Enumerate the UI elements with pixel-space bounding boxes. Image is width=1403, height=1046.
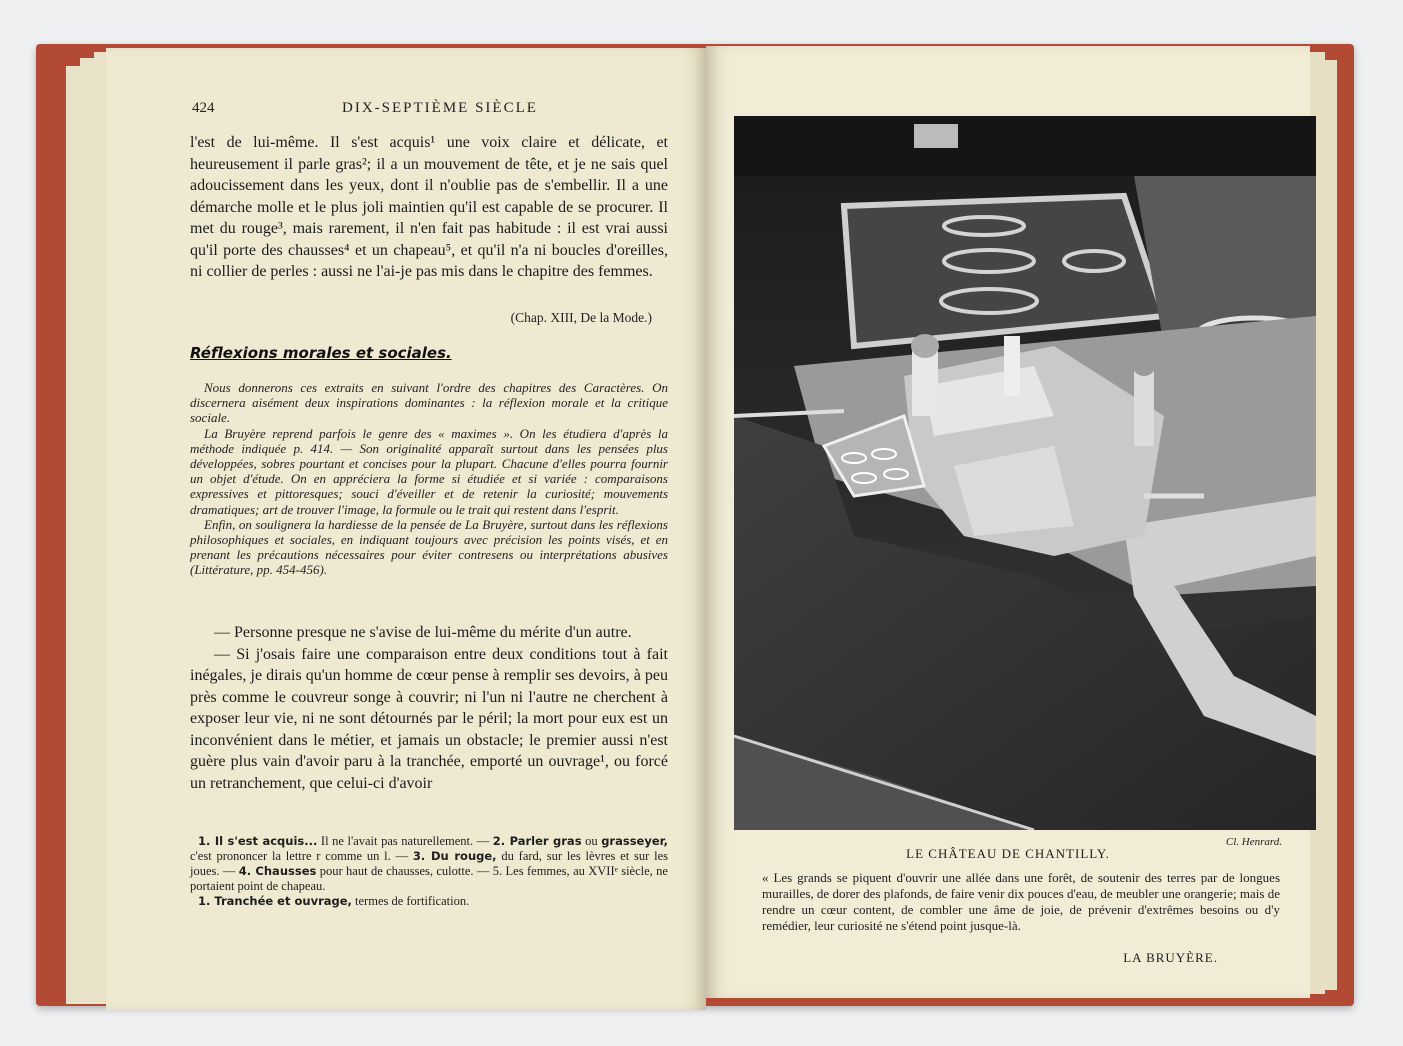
opening-text: l'est de lui-même. Il s'est acquis¹ une voix claire et délicate, et heureusement il parle gras²; il a un mouvement de tête, et je ne sais quel adoucissement dans les yeux, dont il n'oublie pas de s'embellir. Il a une démarche molle et le plus joli maintien qu'il est capable de se procurer. Il met du rouge³, mais rarement, il n'en fait pas habitude : il est vrai aussi qu'il porte des chausses⁴ et un chapeau⁵, et qu'il n'a ni boucles d'oreilles, ni collier de perles : aussi ne l'ai-je pas mis dans le chapitre des femmes. bbox=[190, 134, 668, 280]
intro-paragraph: Enfin, on soulignera la hardiesse de la pensée de La Bruyère, surtout dans les réflexions philosophiques et sociales, en indiquant toujours avec précision les points visés, et en prenant les précautions nécessaires pour éviter contresens ou interprétations abusives (Littérature, pp. 454-456). bbox=[190, 516, 668, 578]
running-title: DIX-SEPTIÈME SIÈCLE bbox=[342, 100, 538, 116]
left-page bbox=[106, 48, 706, 1010]
intro-paragraph: La Bruyère reprend parfois le genre des « maximes ». On les étudiera d'après la méthode indiquée p. 414. — Son originalité apparaît surtout dans les pensées plus développées, sobres pourtant et concises pour la plupart. Chacune d'elles pourra fournir un objet d'étude. On en appréciera la forme si étudiée et si variée : comparaisons expressives et pittoresques; souci d'éveiller et de retenir la curiosité; mouvements dramatiques; art de trouver l'image, la formule ou le trait qui restent dans l'esprit. bbox=[190, 425, 668, 517]
section-intro bbox=[190, 380, 668, 578]
page-number: 424 bbox=[192, 100, 215, 116]
opening-paragraph bbox=[190, 132, 668, 283]
footnotes bbox=[190, 834, 668, 909]
maxim: — Personne presque ne s'avise de lui-même du mérite d'un autre. bbox=[214, 624, 632, 641]
chateau-photo bbox=[734, 116, 1316, 830]
aerial-photo-illustration bbox=[734, 116, 1316, 830]
section-title: Réflexions morales et sociales. bbox=[190, 344, 452, 362]
footnote-block-2: 1. Tranchée et ouvrage, termes de fortification. bbox=[198, 894, 470, 908]
quote-author: LA BRUYÈRE. bbox=[1123, 950, 1218, 965]
source-reference: (Chap. XIII, De la Mode.) bbox=[510, 310, 652, 325]
footnote-block-1: 1. Il s'est acquis... Il ne l'avait pas naturellement. — 2. Parler gras ou grasseyer, c'est prononcer la lettre r comme un l. — 3. Du rouge, du fard, sur les lèvres et sur les joues. — 4. Chausses pour haut de chausses, culotte. — 5. Les femmes, au XVIIᵉ siècle, ne portaient point de chapeau. bbox=[190, 834, 668, 893]
maxims bbox=[190, 622, 668, 794]
maxim: — Si j'osais faire une comparaison entre deux conditions tout à fait inégales, je dirais qu'un homme de cœur pense à remplir ses devoirs, à peu près comme le couvreur songe à couvrir; ni l'un ni l'autre ne cherchent à exposer leur vie, ni ne sont détournés par le péril; la mort pour eux est un inconvénient dans le métier, et jamais un obstacle; le premier aussi n'est guère plus vain d'avoir paru à la tranchée, emporté un ouvrage¹, ou forcé un retranchement, que celui-ci d'avoir bbox=[190, 645, 668, 792]
caption-quote: « Les grands se piquent d'ouvrir une allée dans une forêt, de soutenir des terres par de longues murailles, de dorer des plafonds, de faire venir dix pouces d'eau, de meubler une orangerie; mais de rendre un cœur content, de combler une âme de joie, de prévenir d'extrêmes besoins ou d'y remédier, leur curiosité ne s'étend point jusque-là. bbox=[762, 870, 1280, 933]
photo-credit: Cl. Henrard. bbox=[1225, 836, 1282, 848]
caption-title: LE CHÂTEAU DE CHANTILLY. bbox=[906, 846, 1110, 861]
right-page bbox=[706, 46, 1310, 998]
intro-paragraph: Nous donnerons ces extraits en suivant l'ordre des chapitres des Caractères. On discernera aisément deux inspirations dominantes : la réflexion morale et la critique sociale. bbox=[190, 380, 668, 426]
